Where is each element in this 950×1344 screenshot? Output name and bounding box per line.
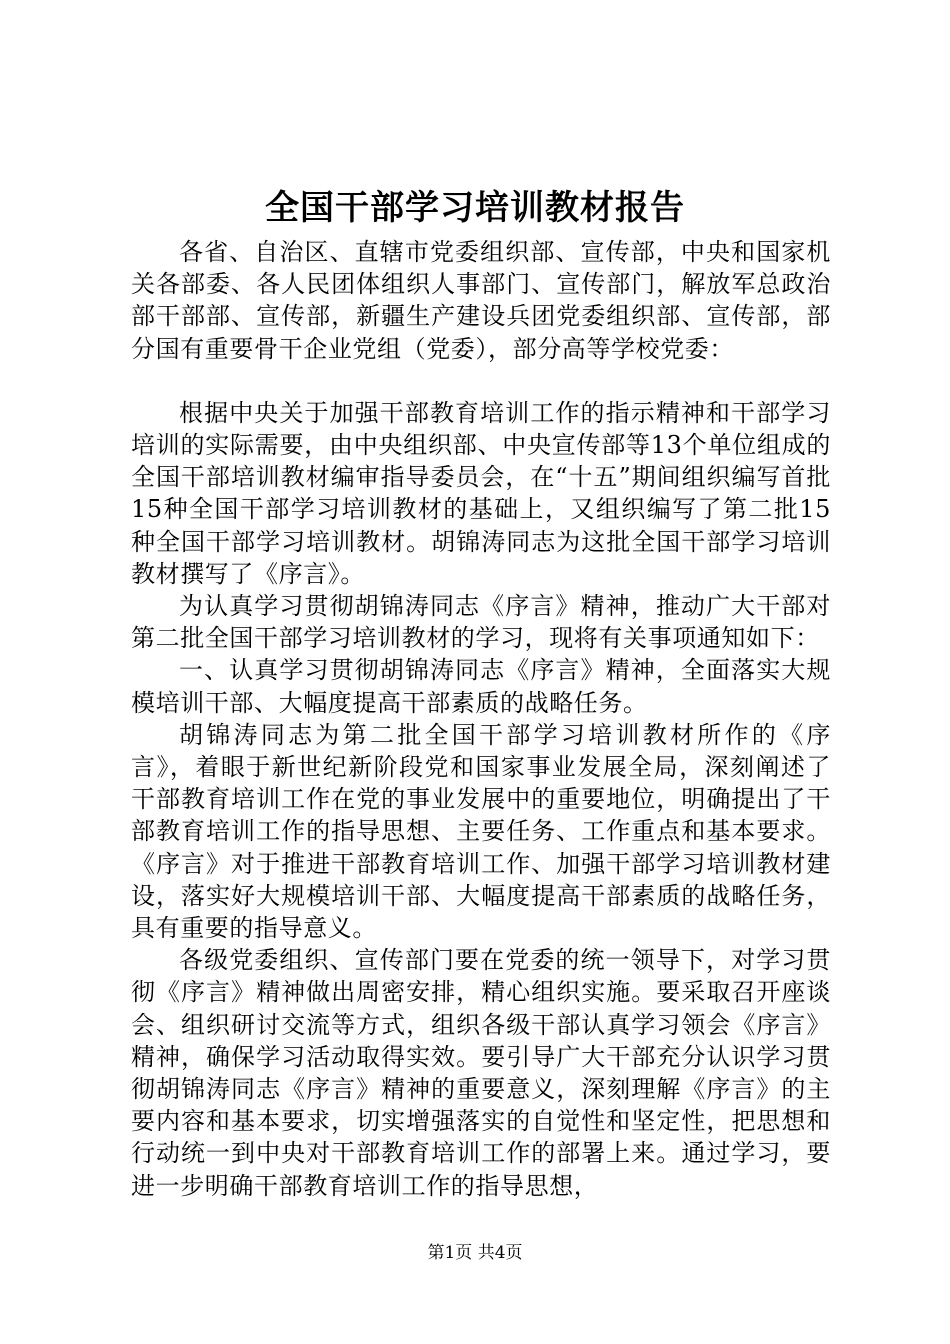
paragraph-salutation: 各省、自治区、直辖市党委组织部、宣传部，中央和国家机关各部委、各人民团体组织人事部门、宣传部门，解放军总政治部干部部、宣传部，新疆生产建设兵团党委组织部、宣传部，部分国有重要骨干企业党组（党委），部分高等学校党委： [131, 238, 831, 363]
paragraph-section-heading-1: 一、认真学习贯彻胡锦涛同志《序言》精神，全面落实大规模培训干部、大幅度提高干部素质的战略任务。 [131, 656, 831, 717]
document-title: 全国干部学习培训教材报告 [265, 188, 685, 228]
paragraph-notice-intro: 为认真学习贯彻胡锦涛同志《序言》精神，推动广大干部对第二批全国干部学习培训教材的学习，现将有关事项通知如下： [131, 592, 831, 653]
page-number-footer: 第1页 共4页 [427, 1243, 523, 1263]
paragraph-implementation: 各级党委组织、宣传部门要在党委的统一领导下，对学习贯彻《序言》精神做出周密安排，精心组织实施。要采取召开座谈会、组织研讨交流等方式，组织各级干部认真学习领会《序言》精神，确保学习活动取得实效。要引导广大干部充分认识学习贯彻胡锦涛同志《序言》精神的重要意义，深刻理解《序言》的主要内容和基本要求，切实增强落实的自觉性和坚定性，把思想和行动统一到中央对干部教育培训工作的部署上来。通过学习，要进一步明确干部教育培训工作的指导思想， [131, 946, 831, 1200]
paragraph-preface-significance: 胡锦涛同志为第二批全国干部学习培训教材所作的《序言》，着眼于新世纪新阶段党和国家事业发展全局，深刻阐述了干部教育培训工作在党的事业发展中的重要地位，明确提出了干部教育培训工作的指导思想、主要任务、工作重点和基本要求。《序言》对于推进干部教育培训工作、加强干部学习培训教材建设，落实好大规模培训干部、大幅度提高干部素质的战略任务，具有重要的指导意义。 [131, 720, 831, 943]
paragraph-background: 根据中央关于加强干部教育培训工作的指示精神和干部学习培训的实际需要，由中央组织部、中央宣传部等13个单位组成的全国干部培训教材编审指导委员会，在“十五”期间组织编写首批15种全国干部学习培训教材的基础上，又组织编写了第二批15种全国干部学习培训教材。胡锦涛同志为这批全国干部学习培训教材撰写了《序言》。 [131, 398, 831, 588]
document-body [131, 236, 831, 1202]
